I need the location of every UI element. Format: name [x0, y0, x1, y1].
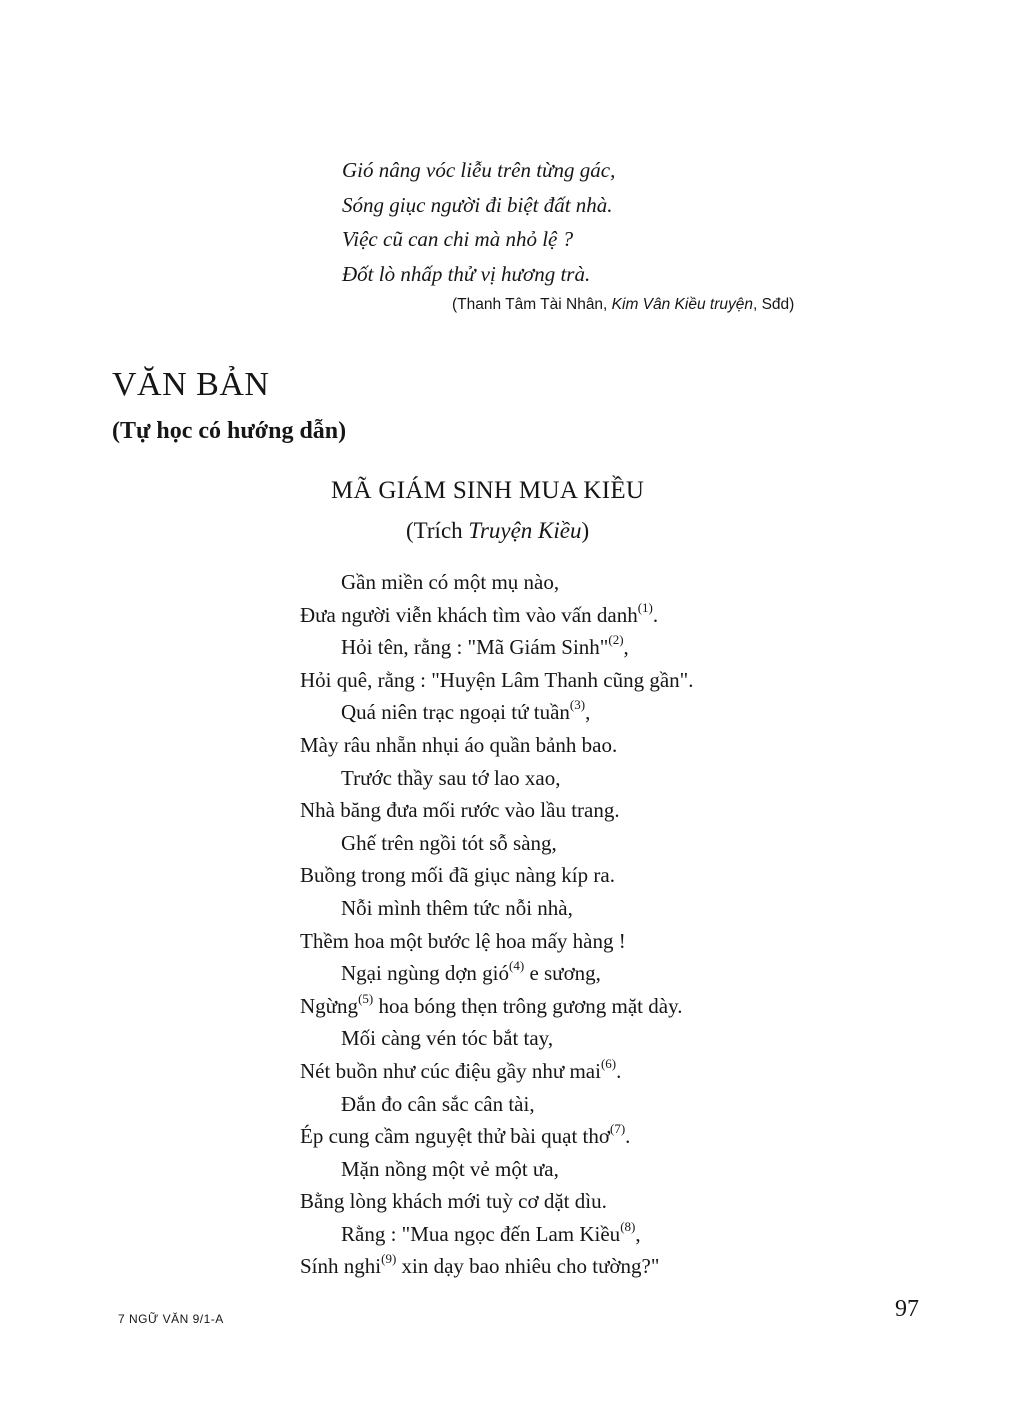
poem-line: [300, 957, 694, 990]
poem-line-text: Ép cung cầm nguyệt thử bài quạt thơ: [300, 1124, 610, 1149]
epigraph-source: [452, 296, 794, 314]
poem-line: [300, 599, 694, 632]
source-prefix: (Thanh Tâm Tài Nhân,: [452, 296, 612, 313]
poem-line-text: Bằng lòng khách mới tuỳ cơ dặt dìu.: [300, 1189, 607, 1214]
poem-line-text: Nhà băng đưa mối rước vào lầu trang.: [300, 798, 620, 823]
poem-line-tail: ,: [623, 635, 629, 660]
poem-line: [300, 1250, 694, 1283]
poem-line-text: Hỏi quê, rằng : "Huyện Lâm Thanh cũng gần".: [300, 667, 694, 692]
poem-line-text: Mày râu nhẵn nhụi áo quần bảnh bao.: [300, 732, 618, 757]
poem-line-text: Buồng trong mối đã giục nàng kíp ra.: [300, 863, 615, 888]
poem-line: [300, 1153, 694, 1186]
page-number: 97: [895, 1296, 919, 1322]
poem-body: [300, 566, 694, 1283]
poem-line-text: Gần miền có một mụ nào,: [341, 570, 560, 594]
poem-line-text: Thềm hoa một bước lệ hoa mấy hàng !: [300, 928, 626, 953]
poem-line: [300, 990, 694, 1023]
footnote-marker: (4): [509, 958, 525, 974]
footnote-marker: (7): [610, 1121, 626, 1137]
poem-line: [300, 1088, 694, 1121]
footnote-marker: (8): [620, 1218, 636, 1234]
poem-line-tail: e sương,: [524, 961, 601, 986]
poem-line-text: Đưa người viễn khách tìm vào vấn danh: [300, 602, 638, 627]
poem-line: [300, 1120, 694, 1153]
poem-line: [300, 892, 694, 925]
poem-line-tail: ,: [585, 700, 591, 725]
poem-line: [300, 859, 694, 892]
poem-line-text: Hỏi tên, rằng : "Mã Giám Sinh": [341, 635, 609, 660]
poem-line: [300, 729, 694, 762]
poem-title: MÃ GIÁM SINH MUA KIỀU: [331, 477, 645, 504]
poem-line: [300, 566, 694, 599]
epigraph: [342, 153, 615, 291]
poem-line-tail: .: [616, 1058, 622, 1083]
poem-line-text: Đắn đo cân sắc cân tài,: [341, 1091, 535, 1116]
poem-line-text: Ghế trên ngồi tót sỗ sàng,: [341, 830, 557, 855]
poem-line-tail: hoa bóng thẹn trông gương mặt dày.: [373, 993, 683, 1018]
poem-line-tail: .: [625, 1124, 631, 1149]
poem-line: [300, 1185, 694, 1218]
poem-line-text: Ngại ngùng dợn gió: [341, 961, 510, 986]
poem-line: [300, 664, 694, 697]
source-title: Kim Vân Kiều truyện: [611, 296, 753, 313]
footnote-marker: (9): [381, 1251, 397, 1267]
poem-subtitle-prefix: (Trích: [406, 518, 469, 543]
poem-line-tail: ,: [635, 1221, 641, 1246]
poem-line: [300, 827, 694, 860]
poem-line-text: Nét buồn như cúc điệu gầy như mai: [300, 1058, 601, 1083]
poem-line-text: Rằng : "Mua ngọc đến Lam Kiều: [341, 1221, 621, 1246]
poem-subtitle-suffix: ): [581, 518, 590, 543]
poem-subtitle: [406, 518, 589, 544]
poem-line: [300, 794, 694, 827]
poem-line: [300, 1055, 694, 1088]
footer-book-code: 7 NGỮ VĂN 9/1-A: [118, 1312, 224, 1326]
source-suffix: , Sđd): [752, 296, 795, 313]
poem-line-tail: .: [652, 602, 659, 627]
poem-line: [300, 925, 694, 958]
poem-line-tail: xin dạy bao nhiêu cho tường?": [396, 1254, 660, 1279]
poem-line: [300, 1218, 694, 1251]
section-subtitle: (Tự học có hướng dẫn): [112, 418, 347, 444]
poem-line-text: Ngừng: [300, 993, 359, 1018]
poem-line-text: Quá niên trạc ngoại tứ tuần: [341, 700, 570, 725]
epigraph-line: Sóng giục người đi biệt đất nhà.: [342, 192, 613, 217]
poem-subtitle-title: Truyện Kiều: [468, 518, 582, 543]
poem-line-text: Trước thầy sau tớ lao xao,: [341, 765, 561, 790]
poem-line-text: Nỗi mình thêm tức nỗi nhà,: [341, 895, 573, 920]
poem-line: [300, 762, 694, 795]
poem-line-text: Sính nghi: [300, 1254, 382, 1279]
epigraph-line: Gió nâng vóc liễu trên từng gác,: [342, 158, 616, 182]
footnote-marker: (5): [358, 990, 374, 1006]
epigraph-line: Việc cũ can chi mà nhỏ lệ ?: [342, 227, 574, 251]
poem-line-text: Mối càng vén tóc bắt tay,: [341, 1026, 554, 1051]
footnote-marker: (2): [608, 632, 624, 648]
poem-line: [300, 696, 694, 729]
poem-line-text: Mặn nồng một vẻ một ưa,: [341, 1156, 559, 1181]
section-title: VĂN BẢN: [112, 366, 270, 403]
footnote-marker: (6): [600, 1055, 617, 1071]
epigraph-line: Đốt lò nhấp thử vị hương trà.: [342, 261, 591, 286]
poem-line: [300, 631, 694, 664]
footnote-marker: (1): [637, 599, 653, 615]
footnote-marker: (3): [569, 697, 586, 713]
poem-line: [300, 1022, 694, 1055]
